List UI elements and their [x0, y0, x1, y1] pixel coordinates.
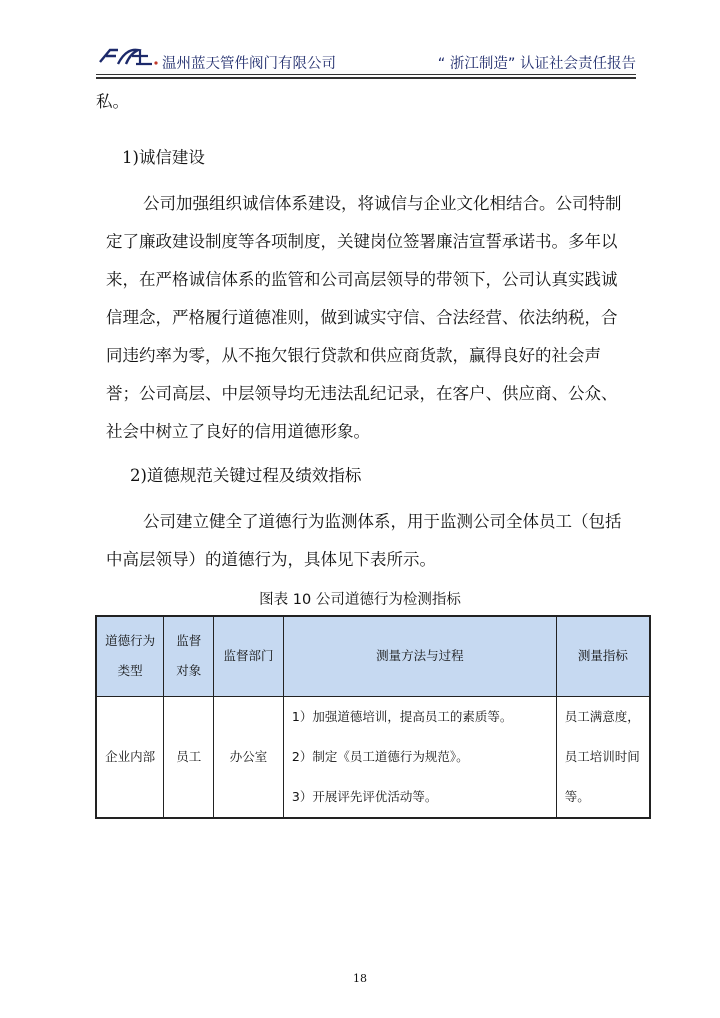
cell-object: 员工 [164, 696, 214, 818]
text-line: 中高层领导）的道德行为，具体见下表所示。 [106, 550, 436, 569]
header-dept: 监督部门 [214, 616, 284, 696]
method-item: 2）制定《员工道德行为规范》。 [291, 748, 469, 764]
header-type-line1: 道德行为 [105, 633, 156, 649]
cell-indicators [556, 696, 650, 818]
text-line: 私。 [96, 92, 129, 111]
header-object-line1: 监督 [176, 633, 202, 649]
metrics-table [95, 615, 651, 819]
cell-methods [283, 696, 556, 818]
report-title: “ 浙江制造” 认证社会责任报告 [437, 56, 636, 72]
text-line: 同违约率为零，从不拖欠银行贷款和供应商货款，赢得良好的社会声 [106, 346, 601, 365]
indicator-item: 员工满意度， [564, 708, 640, 724]
page-header [96, 40, 636, 74]
header-rule-thick [96, 77, 636, 79]
header-indicator: 测量指标 [556, 616, 650, 696]
text-line: 定了廉政建设制度等各项制度，关键岗位签署廉洁宣誓承诺书。多年以 [106, 232, 618, 251]
header-object [164, 616, 214, 696]
text-line: 信理念，严格履行道德准则，做到诚实守信、合法经营、依法纳税，合 [106, 308, 618, 327]
table-caption: 图表 10 公司道德行为检测指标 [259, 592, 461, 608]
method-item: 3）开展评先评优活动等。 [291, 788, 438, 804]
text-line: 公司建立健全了道德行为监测体系，用于监测公司全体员工（包括 [143, 512, 622, 531]
text-line: 公司加强组织诚信体系建设，将诚信与企业文化相结合。公司特制 [143, 194, 622, 213]
indicator-item: 等。 [564, 788, 590, 804]
indicator-item: 员工培训时间 [564, 748, 640, 764]
header-rule [96, 74, 636, 75]
company-logo-icon [96, 42, 166, 70]
company-name: 温州蓝天管件阀门有限公司 [162, 56, 336, 72]
text-line: 来，在严格诚信体系的监管和公司高层领导的带领下，公司认真实践诚 [106, 270, 618, 289]
method-item: 1）加强道德培训，提高员工的素质等。 [291, 708, 513, 724]
text-line: 社会中树立了良好的信用道德形象。 [106, 422, 370, 441]
cell-type: 企业内部 [96, 696, 164, 818]
header-type-line2: 类型 [117, 663, 143, 679]
table-row [96, 696, 650, 818]
section-heading: 1)诚信建设 [122, 148, 205, 167]
text-line: 誉；公司高层、中层领导均无违法乱纪记录，在客户、供应商、公众、 [106, 384, 618, 403]
header-method: 测量方法与过程 [283, 616, 556, 696]
section-heading: 2)道德规范关键过程及绩效指标 [130, 466, 362, 485]
table-header-row [96, 616, 650, 696]
header-object-line2: 对象 [176, 663, 202, 679]
header-type [96, 616, 164, 696]
cell-dept: 办公室 [214, 696, 284, 818]
page-number: 18 [353, 972, 367, 985]
